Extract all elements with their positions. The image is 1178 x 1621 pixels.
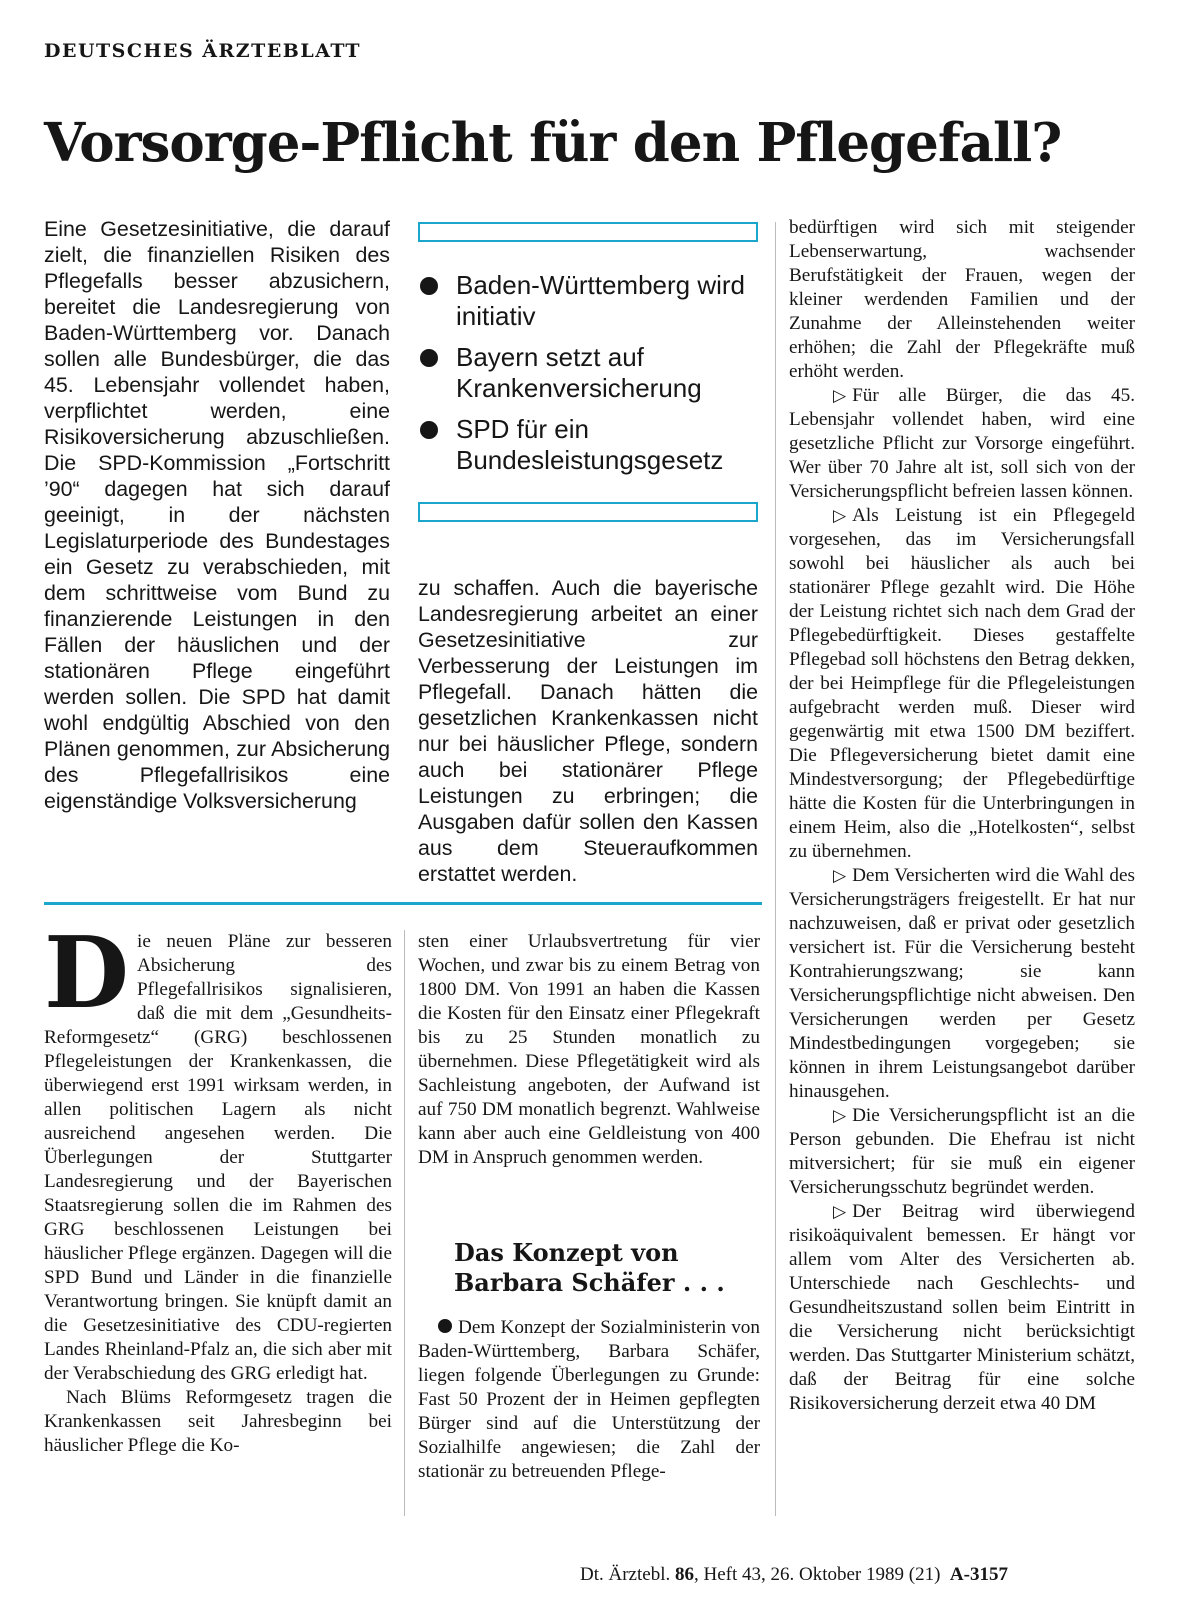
body-paragraph: ▷ Als Leistung ist ein Pflegegeld vorgesehen, das im Versicherungsfall sowohl bei häuslicher als auch bei stationärer Pflege gezahlt wird. Die Höhe der Leistung richtet sich nach dem Grad der Pflegebedürftigkeit. Dieses gestaffelte Pflegebad soll höchstens den Betrag dekken, der bei Heimpflege für die Pflegeleistungen aufgebracht werden muß. Dieser wird gegenwärtig mit etwa 1500 DM beziffert. Die Pflegeversicherung bietet damit eine Mindestversorgung; der Pflegebedürftige hätte die Kosten für die Unterbringungen in einem Heim, also die „Hotelkosten“, selbst zu übernehmen. [789, 505, 1135, 862]
body-paragraph: ▷ Dem Versicherten wird die Wahl des Versicherungsträgers freigestellt. Er hat nur nachzuweisen, daß er privat oder gesetzlich versichert ist. Für die Versicherung besteht Kontrahierungszwang; sie kann Versicherungspflichtige nicht abweisen. Den Versicherungen werden per Gesetz Mindestbedingungen vorgegeben; sie können in ihrem Leistungsangebot darüber hinausgehen. [789, 865, 1135, 1102]
subheading: Das Konzept von Barbara Schäfer . . . [454, 1238, 725, 1297]
volume-number: 86 [674, 1564, 694, 1585]
page-footer [580, 1564, 1140, 1586]
body-column-2 [418, 930, 760, 1170]
kicker-item: Bayern setzt auf Krankenversicherung [420, 342, 765, 404]
issue-info: , Heft 43, 26. Oktober 1989 (21) [693, 1564, 941, 1585]
lead-paragraph: Eine Gesetzesinitiative, die darauf zielt, die finanziellen Risiken des Pflegefalls besser abzusichern, bereitet die Landesregierung von Baden-Württemberg vor. Danach sollen alle Bundesbürger, die das 45. Lebensjahr vollendet haben, verpflichtet werden, eine Risikoversicherung abzuschließen. Die SPD-Kommission „Fortschritt ’90“ dagegen hat sich darauf geeinigt, in der nächsten Legislaturperiode des Bundestages ein Gesetz zu verabschieden, mit dem schrittweise vom Bund zu finanzierende Leistungen in den Fällen der häuslichen und der stationären Pflege eingeführt werden sollen. Die SPD hat damit wohl endgültig Abschied von den Plänen genommen, zur Absicherung des Pflegefallrisikos eine eigenständige Volksversicherung [44, 217, 390, 813]
body-column-1 [44, 916, 392, 1458]
body-paragraph: Nach Blüms Reformgesetz tragen die Krankenkassen seit Jahresbeginn bei häuslicher Pflege die Ko- [44, 1387, 392, 1456]
highlight-box-bottom [418, 502, 758, 522]
journal-name: Dt. Ärztebl. [580, 1564, 671, 1585]
kicker-item: Baden-Württemberg wird initiativ [420, 270, 765, 332]
lead-paragraph-continued: zu schaffen. Auch die bayerische Landesregierung arbeitet an einer Gesetzesinitiative zur Verbesserung der Leistungen im Pflegefall. Danach hätten die gesetzlichen Krankenkassen nicht nur bei häuslicher Pflege, sondern auch bei stationärer Pflege Leistungen zu erbringen; die Ausgaben dafür sollen den Kassen aus dem Steueraufkommen erstattet werden. [418, 576, 758, 886]
highlight-box-top [418, 222, 758, 242]
body-column-2-continued [418, 1316, 760, 1484]
body-paragraph: ▷ Die Versicherungspflicht ist an die Person gebunden. Die Ehefrau ist nicht mitversichert; für sie muß ein eigener Versicherungsschutz begründet werden. [789, 1105, 1135, 1198]
triangle-bullet-icon: ▷ [833, 866, 847, 886]
kicker-list [420, 270, 765, 486]
bullet-icon [420, 421, 438, 439]
masthead: DEUTSCHES ÄRZTEBLATT [44, 40, 362, 62]
triangle-bullet-icon: ▷ [833, 1106, 847, 1126]
section-divider [44, 902, 762, 905]
body-paragraph: sten einer Urlaubsvertretung für vier Wochen, und zwar bis zu einem Betrag von 1800 DM. Von 1991 an haben die Kassen die Kosten für den Einsatz einer Pflegekraft bis zu 25 Stunden monatlich zu übernehmen. Diese Pflegetätigkeit wird als Sachleistung angeboten, der Aufwand ist auf 750 DM monatlich begrenzt. Wahlweise kann aber auch eine Geldleistung von 400 DM in Anspruch genommen werden. [418, 931, 760, 1168]
triangle-bullet-icon: ▷ [833, 506, 847, 526]
page-number: A-3157 [949, 1564, 1008, 1585]
kicker-item: SPD für ein Bundesleistungsgesetz [420, 414, 765, 476]
body-paragraph: ▷ Der Beitrag wird überwiegend risikoäquivalent bemessen. Er hängt vor allem vom Alter des Versicherten ab. Unterschiede nach Geschlechts- und Gesundheitszustand sollen beim Eintritt in die Versicherung nicht berücksichtigt werden. Das Stuttgarter Ministerium schätzt, daß der Beitrag für eine solche Risikoversicherung derzeit etwa 40 DM [789, 1201, 1135, 1414]
headline: Vorsorge-Pflicht für den Pflegefall? [44, 112, 1062, 174]
body-column-3 [789, 216, 1135, 1416]
column-rule [404, 930, 405, 1516]
body-paragraph: bedürftigen wird sich mit steigender Lebenserwartung, wachsender Berufstätigkeit der Frauen, wegen der kleiner werdenden Familien und der Zunahme der Alleinstehenden weiter erhöhen; die Zahl der Pflegekräfte muß erhöht werden. [789, 217, 1135, 382]
bullet-icon [420, 277, 438, 295]
drop-cap: D [44, 916, 129, 1031]
body-paragraph: Die neuen Pläne zur besseren Absicherung des Pflegefallrisikos signalisieren, daß die mit dem „Gesundheits-Reformgesetz“ (GRG) beschlossenen Pflegeleistungen der Krankenkassen, die überwiegend erst 1991 wirksam werden, in allen politischen Lagern als nicht ausreichend angesehen werden. Die Überlegungen der Stuttgarter Landesregierung und der Bayerischen Staatsregierung sollen die im Rahmen des GRG beschlossenen Leistungen bei häuslicher Pflege ergänzen. Dagegen will die SPD Bund und Länder in die finanzielle Verantwortung bringen. Sie knüpft damit an die Gesetzesinitiative des CDU-regierten Landes Rheinland-Pfalz an, die sich aber mit der Verabschiedung des GRG erledigt hat. [44, 916, 392, 1384]
triangle-bullet-icon: ▷ [833, 386, 847, 406]
body-paragraph: ▷ Für alle Bürger, die das 45. Lebensjahr vollendet haben, wird eine gesetzliche Pflicht zur Vorsorge eingeführt. Wer über 70 Jahre alt ist, soll sich von der Versicherungspflicht befreien lassen können. [789, 385, 1135, 502]
bullet-icon [420, 349, 438, 367]
column-rule [775, 222, 776, 1516]
triangle-bullet-icon: ▷ [833, 1202, 847, 1222]
body-paragraph: Dem Konzept der Sozialministerin von Baden-Württemberg, Barbara Schäfer, liegen folgende Überlegungen zu Grunde: Fast 50 Prozent der in Heimen gepflegten Bürger sind auf die Unterstützung der Sozialhilfe angewiesen; die Zahl der stationär zu betreuenden Pflege- [418, 1317, 760, 1482]
bullet-icon [438, 1319, 452, 1333]
